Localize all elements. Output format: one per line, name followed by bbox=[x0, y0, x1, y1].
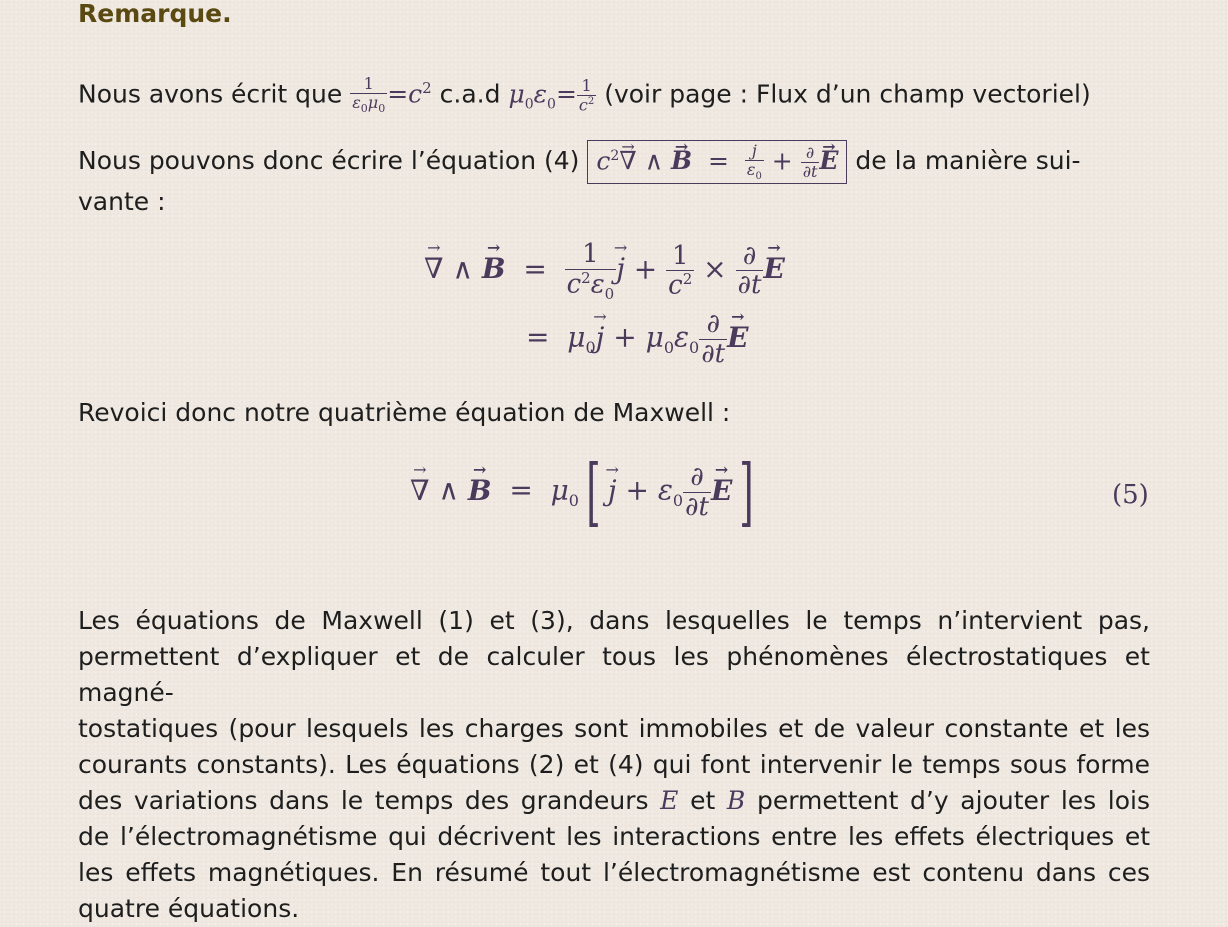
summary-line-5-a: des variations dans le temps des grandeurs bbox=[78, 786, 649, 815]
summary-line-8: quatre équations. bbox=[78, 894, 300, 923]
display-equation-line2: = $\mu_0\to j + \mu_0\varepsilon_0$ $\frac{\partial}{\partial t}$ → E bbox=[526, 310, 748, 368]
para-relation-after: (voir page : Flux d’un champ vectoriel) bbox=[604, 79, 1091, 109]
equation-number: (5) bbox=[1112, 480, 1149, 510]
para-summary bbox=[78, 603, 1150, 927]
para-equation4-after: de la manière sui- bbox=[855, 146, 1081, 176]
variable-B: B bbox=[726, 786, 746, 815]
para-equation4 bbox=[78, 140, 1150, 220]
para-equation4-line2: vante : bbox=[78, 187, 166, 217]
summary-line-4: courants constants). Les équations (2) et (4) qui font intervenir le temps sous forme bbox=[78, 750, 1150, 779]
para-relation-middle: c.a.d bbox=[439, 79, 501, 109]
summary-line-1: Les équations de Maxwell (1) et (3), dans lesquelles le temps n’intervient pas, bbox=[78, 606, 1150, 635]
maxwell-equation-5: → ∇ ∧ → $B = \mu_0[\to j + \varepsilon_0$ $\frac{\partial}{\partial t}$ → E] bbox=[410, 462, 761, 522]
summary-line-3: tostatiques (pour lesquels les charges sont immobiles et de valeur constante et les bbox=[78, 714, 1150, 743]
fraction-one-over-eps-mu: $\frac{1}{\varepsilon_0\mu_0}$ bbox=[352, 74, 386, 116]
boxed-equation-4: $c^2\to$ ∇ ∧ → B = $\frac{j}{\varepsilon_0}$ + $\frac{\partial}{\partial t}$ → E bbox=[587, 140, 847, 184]
summary-line-5-b: et bbox=[690, 786, 716, 815]
summary-line-5 bbox=[78, 783, 1150, 819]
para-relation: Nous avons écrit que $\frac{1}{\varepsilon_0\mu_0}$ $=c^2$ c.a.d $\mu_0\varepsilon_0=$ $\frac{1}{c^2}$ (voir page : Flux d’un champ vectoriel) bbox=[78, 74, 1091, 116]
summary-line-7: les effets magnétiques. En résumé tout l’électromagnétisme est contenu dans ces bbox=[78, 858, 1150, 887]
summary-line-5-c: permettent d’y ajouter les lois bbox=[756, 786, 1151, 815]
fraction-one-over-c2: $\frac{1}{c^2}$ bbox=[578, 76, 595, 114]
summary-line-2: permettent d’expliquer et de calculer tous les phénomènes électrostatiques et magné- bbox=[78, 642, 1150, 707]
para-fourth-equation: Revoici donc notre quatrième équation de Maxwell : bbox=[78, 398, 731, 427]
variable-E: E bbox=[660, 786, 679, 815]
remark-heading: Remarque. bbox=[78, 0, 232, 28]
display-equation-line1: → ∇ ∧ → B = $\frac{1}{c^2\varepsilon_0}$ → j + $\frac{1}{c^2}$ × $\frac{\partial}{\partial t}$ → E bbox=[424, 240, 785, 302]
summary-line-6: de l’électromagnétisme qui décrivent les interactions entre les effets électriques et bbox=[78, 822, 1150, 851]
para-relation-before: Nous avons écrit que bbox=[78, 79, 343, 109]
para-equation4-before: Nous pouvons donc écrire l’équation (4) bbox=[78, 146, 580, 176]
